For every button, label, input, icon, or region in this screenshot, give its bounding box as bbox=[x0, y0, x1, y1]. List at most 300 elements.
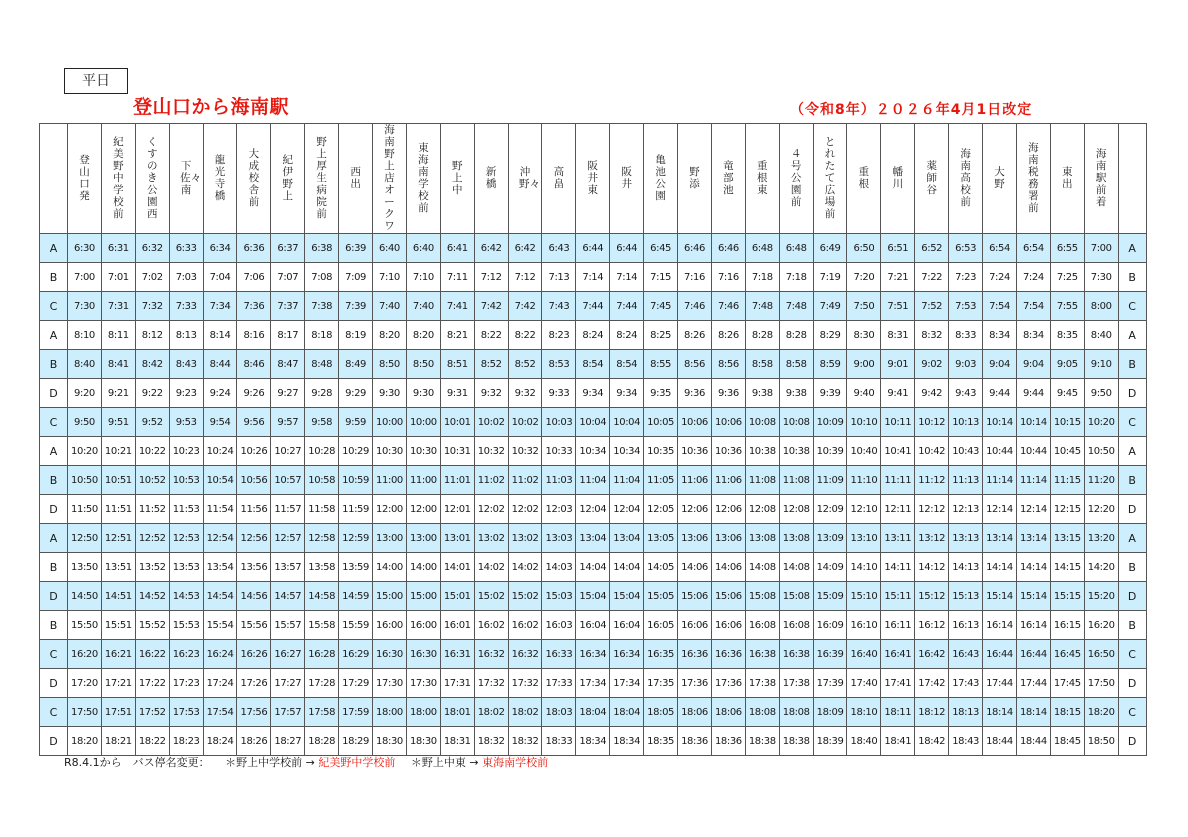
departure-time: 8:51 bbox=[440, 350, 474, 379]
stop-name: ４号公園前 bbox=[790, 148, 802, 208]
departure-time: 18:29 bbox=[339, 727, 373, 756]
departure-time: 9:33 bbox=[542, 379, 576, 408]
departure-time: 11:02 bbox=[508, 466, 542, 495]
departure-time: 7:30 bbox=[68, 292, 102, 321]
departure-time: 17:30 bbox=[373, 669, 407, 698]
departure-time: 12:01 bbox=[440, 495, 474, 524]
departure-time: 8:34 bbox=[1016, 321, 1050, 350]
departure-time: 9:29 bbox=[339, 379, 373, 408]
departure-time: 16:03 bbox=[542, 611, 576, 640]
departure-time: 17:28 bbox=[305, 669, 339, 698]
departure-time: 10:27 bbox=[271, 437, 305, 466]
stop-header-cell bbox=[881, 124, 915, 234]
trip-row bbox=[40, 263, 1147, 292]
departure-time: 12:59 bbox=[339, 524, 373, 553]
departure-time: 17:23 bbox=[169, 669, 203, 698]
departure-time: 10:34 bbox=[576, 437, 610, 466]
departure-time: 11:12 bbox=[915, 466, 949, 495]
departure-time: 8:35 bbox=[1050, 321, 1084, 350]
departure-time: 7:54 bbox=[983, 292, 1017, 321]
departure-time: 11:20 bbox=[1084, 466, 1118, 495]
departure-time: 10:34 bbox=[610, 437, 644, 466]
departure-time: 16:33 bbox=[542, 640, 576, 669]
departure-time: 15:01 bbox=[440, 582, 474, 611]
departure-time: 16:08 bbox=[745, 611, 779, 640]
departure-time: 13:02 bbox=[474, 524, 508, 553]
departure-time: 16:24 bbox=[203, 640, 237, 669]
departure-time: 16:45 bbox=[1050, 640, 1084, 669]
departure-time: 18:08 bbox=[779, 698, 813, 727]
departure-time: 12:04 bbox=[576, 495, 610, 524]
trip-row bbox=[40, 408, 1147, 437]
weekday-badge: 平日 bbox=[64, 68, 128, 94]
departure-time: 13:09 bbox=[813, 524, 847, 553]
departure-time: 17:29 bbox=[339, 669, 373, 698]
departure-time: 16:06 bbox=[711, 611, 745, 640]
departure-time: 13:04 bbox=[576, 524, 610, 553]
departure-time: 7:39 bbox=[339, 292, 373, 321]
departure-time: 10:36 bbox=[711, 437, 745, 466]
departure-time: 9:39 bbox=[813, 379, 847, 408]
route-group-label: B bbox=[1118, 350, 1146, 379]
departure-time: 7:08 bbox=[305, 263, 339, 292]
departure-time: 17:43 bbox=[949, 669, 983, 698]
departure-time: 6:45 bbox=[644, 234, 678, 263]
departure-time: 14:14 bbox=[1016, 553, 1050, 582]
departure-time: 7:43 bbox=[542, 292, 576, 321]
departure-time: 12:53 bbox=[169, 524, 203, 553]
departure-time: 18:03 bbox=[542, 698, 576, 727]
departure-time: 15:53 bbox=[169, 611, 203, 640]
departure-time: 6:54 bbox=[983, 234, 1017, 263]
route-group-label: B bbox=[1118, 611, 1146, 640]
departure-time: 6:52 bbox=[915, 234, 949, 263]
departure-time: 9:34 bbox=[576, 379, 610, 408]
departure-time: 18:11 bbox=[881, 698, 915, 727]
stop-header-cell bbox=[169, 124, 203, 234]
departure-time: 16:04 bbox=[576, 611, 610, 640]
departure-time: 7:51 bbox=[881, 292, 915, 321]
departure-time: 15:14 bbox=[983, 582, 1017, 611]
departure-time: 16:44 bbox=[983, 640, 1017, 669]
departure-time: 7:25 bbox=[1050, 263, 1084, 292]
departure-time: 17:36 bbox=[711, 669, 745, 698]
departure-time: 9:38 bbox=[745, 379, 779, 408]
departure-time: 10:59 bbox=[339, 466, 373, 495]
departure-time: 7:16 bbox=[678, 263, 712, 292]
departure-time: 10:10 bbox=[847, 408, 881, 437]
departure-time: 7:54 bbox=[1016, 292, 1050, 321]
departure-time: 12:56 bbox=[237, 524, 271, 553]
stop-header-cell bbox=[373, 124, 407, 234]
route-group-label: D bbox=[1118, 669, 1146, 698]
departure-time: 8:33 bbox=[949, 321, 983, 350]
departure-time: 11:15 bbox=[1050, 466, 1084, 495]
departure-time: 15:06 bbox=[711, 582, 745, 611]
stop-name: 幡川 bbox=[892, 166, 904, 190]
departure-time: 6:44 bbox=[610, 234, 644, 263]
departure-time: 17:52 bbox=[135, 698, 169, 727]
departure-time: 10:08 bbox=[745, 408, 779, 437]
departure-time: 14:01 bbox=[440, 553, 474, 582]
departure-time: 17:30 bbox=[406, 669, 440, 698]
stop-header-cell bbox=[203, 124, 237, 234]
departure-time: 9:00 bbox=[847, 350, 881, 379]
departure-time: 6:42 bbox=[474, 234, 508, 263]
departure-time: 7:24 bbox=[1016, 263, 1050, 292]
departure-time: 6:40 bbox=[406, 234, 440, 263]
departure-time: 8:23 bbox=[542, 321, 576, 350]
departure-time: 12:00 bbox=[373, 495, 407, 524]
departure-time: 16:14 bbox=[983, 611, 1017, 640]
stop-header-cell bbox=[1050, 124, 1084, 234]
departure-time: 11:14 bbox=[1016, 466, 1050, 495]
departure-time: 9:02 bbox=[915, 350, 949, 379]
departure-time: 7:06 bbox=[237, 263, 271, 292]
departure-time: 9:44 bbox=[983, 379, 1017, 408]
route-group-label: C bbox=[1118, 698, 1146, 727]
departure-time: 14:56 bbox=[237, 582, 271, 611]
departure-time: 8:44 bbox=[203, 350, 237, 379]
departure-time: 8:20 bbox=[373, 321, 407, 350]
departure-time: 11:08 bbox=[779, 466, 813, 495]
departure-time: 9:03 bbox=[949, 350, 983, 379]
departure-time: 16:10 bbox=[847, 611, 881, 640]
departure-time: 18:22 bbox=[135, 727, 169, 756]
note-prefix: R8.4.1から バス停名変更： bbox=[64, 756, 210, 769]
departure-time: 7:34 bbox=[203, 292, 237, 321]
departure-time: 8:49 bbox=[339, 350, 373, 379]
departure-time: 11:06 bbox=[711, 466, 745, 495]
departure-time: 18:32 bbox=[508, 727, 542, 756]
departure-time: 6:50 bbox=[847, 234, 881, 263]
stop-name: 大野 bbox=[994, 166, 1005, 190]
stop-name: 海南高校前 bbox=[960, 148, 971, 208]
group-header-cell bbox=[40, 124, 68, 234]
departure-time: 7:41 bbox=[440, 292, 474, 321]
departure-time: 17:27 bbox=[271, 669, 305, 698]
departure-time: 16:27 bbox=[271, 640, 305, 669]
trip-row bbox=[40, 466, 1147, 495]
departure-time: 10:08 bbox=[779, 408, 813, 437]
stop-header-cell bbox=[644, 124, 678, 234]
departure-time: 9:52 bbox=[135, 408, 169, 437]
departure-time: 18:34 bbox=[576, 727, 610, 756]
stop-name: 阪井 bbox=[621, 166, 632, 190]
departure-time: 8:43 bbox=[169, 350, 203, 379]
departure-time: 13:03 bbox=[542, 524, 576, 553]
trip-row bbox=[40, 437, 1147, 466]
departure-time: 15:06 bbox=[678, 582, 712, 611]
departure-time: 15:08 bbox=[745, 582, 779, 611]
departure-time: 8:54 bbox=[610, 350, 644, 379]
departure-time: 18:43 bbox=[949, 727, 983, 756]
departure-time: 18:14 bbox=[1016, 698, 1050, 727]
departure-time: 11:50 bbox=[68, 495, 102, 524]
departure-time: 18:10 bbox=[847, 698, 881, 727]
stop-header-row bbox=[40, 124, 1147, 234]
departure-time: 12:02 bbox=[474, 495, 508, 524]
stop-header-cell bbox=[949, 124, 983, 234]
departure-time: 10:29 bbox=[339, 437, 373, 466]
departure-time: 13:56 bbox=[237, 553, 271, 582]
departure-time: 10:00 bbox=[406, 408, 440, 437]
departure-time: 12:51 bbox=[101, 524, 135, 553]
departure-time: 9:20 bbox=[68, 379, 102, 408]
departure-time: 11:04 bbox=[576, 466, 610, 495]
departure-time: 14:15 bbox=[1050, 553, 1084, 582]
departure-time: 7:31 bbox=[101, 292, 135, 321]
group-header-cell bbox=[1118, 124, 1146, 234]
note-arrow-2: → bbox=[469, 756, 479, 769]
departure-time: 18:04 bbox=[576, 698, 610, 727]
departure-time: 13:59 bbox=[339, 553, 373, 582]
departure-time: 10:32 bbox=[474, 437, 508, 466]
departure-time: 9:51 bbox=[101, 408, 135, 437]
departure-time: 10:02 bbox=[474, 408, 508, 437]
departure-time: 18:41 bbox=[881, 727, 915, 756]
stop-header-cell bbox=[915, 124, 949, 234]
departure-time: 12:06 bbox=[678, 495, 712, 524]
departure-time: 14:02 bbox=[474, 553, 508, 582]
departure-time: 16:01 bbox=[440, 611, 474, 640]
departure-time: 15:52 bbox=[135, 611, 169, 640]
departure-time: 17:45 bbox=[1050, 669, 1084, 698]
route-group-label: A bbox=[1118, 234, 1146, 263]
stop-header-cell bbox=[711, 124, 745, 234]
departure-time: 18:06 bbox=[711, 698, 745, 727]
stop-header-cell bbox=[101, 124, 135, 234]
route-group-label: D bbox=[40, 727, 68, 756]
departure-time: 18:33 bbox=[542, 727, 576, 756]
stop-header-cell bbox=[440, 124, 474, 234]
departure-time: 6:41 bbox=[440, 234, 474, 263]
departure-time: 7:45 bbox=[644, 292, 678, 321]
departure-time: 17:44 bbox=[983, 669, 1017, 698]
departure-time: 16:13 bbox=[949, 611, 983, 640]
departure-time: 17:51 bbox=[101, 698, 135, 727]
departure-time: 17:53 bbox=[169, 698, 203, 727]
departure-time: 13:01 bbox=[440, 524, 474, 553]
route-group-label: C bbox=[40, 292, 68, 321]
departure-time: 16:20 bbox=[68, 640, 102, 669]
departure-time: 15:58 bbox=[305, 611, 339, 640]
departure-time: 13:06 bbox=[711, 524, 745, 553]
departure-time: 8:50 bbox=[373, 350, 407, 379]
departure-time: 13:13 bbox=[949, 524, 983, 553]
departure-time: 9:30 bbox=[373, 379, 407, 408]
departure-time: 18:34 bbox=[610, 727, 644, 756]
departure-time: 17:59 bbox=[339, 698, 373, 727]
departure-time: 7:14 bbox=[576, 263, 610, 292]
departure-time: 8:20 bbox=[406, 321, 440, 350]
departure-time: 13:00 bbox=[373, 524, 407, 553]
departure-time: 18:40 bbox=[847, 727, 881, 756]
departure-time: 8:16 bbox=[237, 321, 271, 350]
route-group-label: C bbox=[1118, 640, 1146, 669]
stop-name: くすのき公園西 bbox=[146, 136, 158, 220]
departure-time: 9:50 bbox=[68, 408, 102, 437]
departure-time: 17:34 bbox=[576, 669, 610, 698]
departure-time: 18:38 bbox=[745, 727, 779, 756]
departure-time: 10:39 bbox=[813, 437, 847, 466]
departure-time: 15:09 bbox=[813, 582, 847, 611]
departure-time: 6:32 bbox=[135, 234, 169, 263]
departure-time: 10:38 bbox=[779, 437, 813, 466]
departure-time: 8:24 bbox=[610, 321, 644, 350]
stop-name: 竜部池 bbox=[723, 160, 734, 196]
departure-time: 9:23 bbox=[169, 379, 203, 408]
route-group-label: D bbox=[1118, 582, 1146, 611]
departure-time: 10:45 bbox=[1050, 437, 1084, 466]
departure-time: 14:50 bbox=[68, 582, 102, 611]
departure-time: 7:10 bbox=[373, 263, 407, 292]
departure-time: 18:12 bbox=[915, 698, 949, 727]
departure-time: 14:00 bbox=[406, 553, 440, 582]
departure-time: 13:54 bbox=[203, 553, 237, 582]
departure-time: 10:28 bbox=[305, 437, 339, 466]
route-group-label: C bbox=[1118, 292, 1146, 321]
departure-time: 15:50 bbox=[68, 611, 102, 640]
departure-time: 9:34 bbox=[610, 379, 644, 408]
departure-time: 16:04 bbox=[610, 611, 644, 640]
departure-time: 13:02 bbox=[508, 524, 542, 553]
departure-time: 8:29 bbox=[813, 321, 847, 350]
departure-time: 12:14 bbox=[1016, 495, 1050, 524]
departure-time: 9:05 bbox=[1050, 350, 1084, 379]
stop-name: 東出 bbox=[1062, 166, 1073, 190]
departure-time: 18:08 bbox=[745, 698, 779, 727]
departure-time: 8:26 bbox=[678, 321, 712, 350]
departure-time: 12:00 bbox=[406, 495, 440, 524]
stop-name: 阪井東 bbox=[587, 160, 599, 196]
departure-time: 16:23 bbox=[169, 640, 203, 669]
departure-time: 18:31 bbox=[440, 727, 474, 756]
departure-time: 11:06 bbox=[678, 466, 712, 495]
departure-time: 9:30 bbox=[406, 379, 440, 408]
departure-time: 10:22 bbox=[135, 437, 169, 466]
stop-name: 高畠 bbox=[553, 166, 565, 190]
stop-header-cell bbox=[847, 124, 881, 234]
departure-time: 14:51 bbox=[101, 582, 135, 611]
departure-time: 9:57 bbox=[271, 408, 305, 437]
departure-time: 18:09 bbox=[813, 698, 847, 727]
route-group-label: B bbox=[40, 553, 68, 582]
departure-time: 16:26 bbox=[237, 640, 271, 669]
departure-time: 7:01 bbox=[101, 263, 135, 292]
departure-time: 8:46 bbox=[237, 350, 271, 379]
trip-row bbox=[40, 611, 1147, 640]
departure-time: 16:30 bbox=[373, 640, 407, 669]
departure-time: 18:28 bbox=[305, 727, 339, 756]
departure-time: 6:48 bbox=[779, 234, 813, 263]
departure-time: 7:13 bbox=[542, 263, 576, 292]
departure-time: 7:44 bbox=[576, 292, 610, 321]
departure-time: 7:49 bbox=[813, 292, 847, 321]
departure-time: 14:02 bbox=[508, 553, 542, 582]
departure-time: 7:46 bbox=[678, 292, 712, 321]
departure-time: 15:02 bbox=[474, 582, 508, 611]
departure-time: 14:13 bbox=[949, 553, 983, 582]
departure-time: 16:00 bbox=[406, 611, 440, 640]
departure-time: 7:46 bbox=[711, 292, 745, 321]
departure-time: 9:35 bbox=[644, 379, 678, 408]
stop-header-cell bbox=[305, 124, 339, 234]
departure-time: 7:22 bbox=[915, 263, 949, 292]
departure-time: 16:22 bbox=[135, 640, 169, 669]
departure-time: 11:00 bbox=[373, 466, 407, 495]
departure-time: 14:00 bbox=[373, 553, 407, 582]
departure-time: 10:20 bbox=[68, 437, 102, 466]
departure-time: 13:58 bbox=[305, 553, 339, 582]
stop-name: 下佐々南 bbox=[180, 160, 202, 196]
departure-time: 8:58 bbox=[745, 350, 779, 379]
departure-time: 7:00 bbox=[1084, 234, 1118, 263]
departure-time: 9:10 bbox=[1084, 350, 1118, 379]
departure-time: 18:42 bbox=[915, 727, 949, 756]
departure-time: 11:13 bbox=[949, 466, 983, 495]
departure-time: 18:30 bbox=[406, 727, 440, 756]
departure-time: 7:09 bbox=[339, 263, 373, 292]
departure-time: 17:33 bbox=[542, 669, 576, 698]
departure-time: 12:08 bbox=[745, 495, 779, 524]
route-group-label: C bbox=[40, 408, 68, 437]
stop-header-cell bbox=[474, 124, 508, 234]
departure-time: 14:58 bbox=[305, 582, 339, 611]
departure-time: 11:05 bbox=[644, 466, 678, 495]
departure-time: 12:10 bbox=[847, 495, 881, 524]
departure-time: 8:25 bbox=[644, 321, 678, 350]
departure-time: 13:05 bbox=[644, 524, 678, 553]
stop-name: 龍光寺橋 bbox=[214, 154, 226, 202]
departure-time: 16:08 bbox=[779, 611, 813, 640]
departure-time: 16:14 bbox=[1016, 611, 1050, 640]
departure-time: 7:33 bbox=[169, 292, 203, 321]
departure-time: 14:57 bbox=[271, 582, 305, 611]
departure-time: 12:05 bbox=[644, 495, 678, 524]
route-group-label: C bbox=[40, 698, 68, 727]
departure-time: 14:04 bbox=[576, 553, 610, 582]
stop-name: 東海南学校前 bbox=[418, 142, 429, 214]
departure-time: 13:14 bbox=[1016, 524, 1050, 553]
departure-time: 17:24 bbox=[203, 669, 237, 698]
departure-time: 11:10 bbox=[847, 466, 881, 495]
departure-time: 10:04 bbox=[576, 408, 610, 437]
departure-time: 17:26 bbox=[237, 669, 271, 698]
departure-time: 15:20 bbox=[1084, 582, 1118, 611]
departure-time: 12:54 bbox=[203, 524, 237, 553]
departure-time: 8:32 bbox=[915, 321, 949, 350]
departure-time: 15:57 bbox=[271, 611, 305, 640]
departure-time: 12:12 bbox=[915, 495, 949, 524]
trip-row bbox=[40, 669, 1147, 698]
departure-time: 9:56 bbox=[237, 408, 271, 437]
departure-time: 11:08 bbox=[745, 466, 779, 495]
departure-time: 18:21 bbox=[101, 727, 135, 756]
departure-time: 14:12 bbox=[915, 553, 949, 582]
departure-time: 10:36 bbox=[678, 437, 712, 466]
departure-time: 14:10 bbox=[847, 553, 881, 582]
stop-name: 紀美野中学校前 bbox=[113, 136, 124, 220]
departure-time: 10:12 bbox=[915, 408, 949, 437]
trip-row bbox=[40, 292, 1147, 321]
departure-time: 10:24 bbox=[203, 437, 237, 466]
departure-time: 6:46 bbox=[711, 234, 745, 263]
trip-row bbox=[40, 582, 1147, 611]
departure-time: 7:32 bbox=[135, 292, 169, 321]
departure-time: 12:04 bbox=[610, 495, 644, 524]
departure-time: 16:36 bbox=[711, 640, 745, 669]
